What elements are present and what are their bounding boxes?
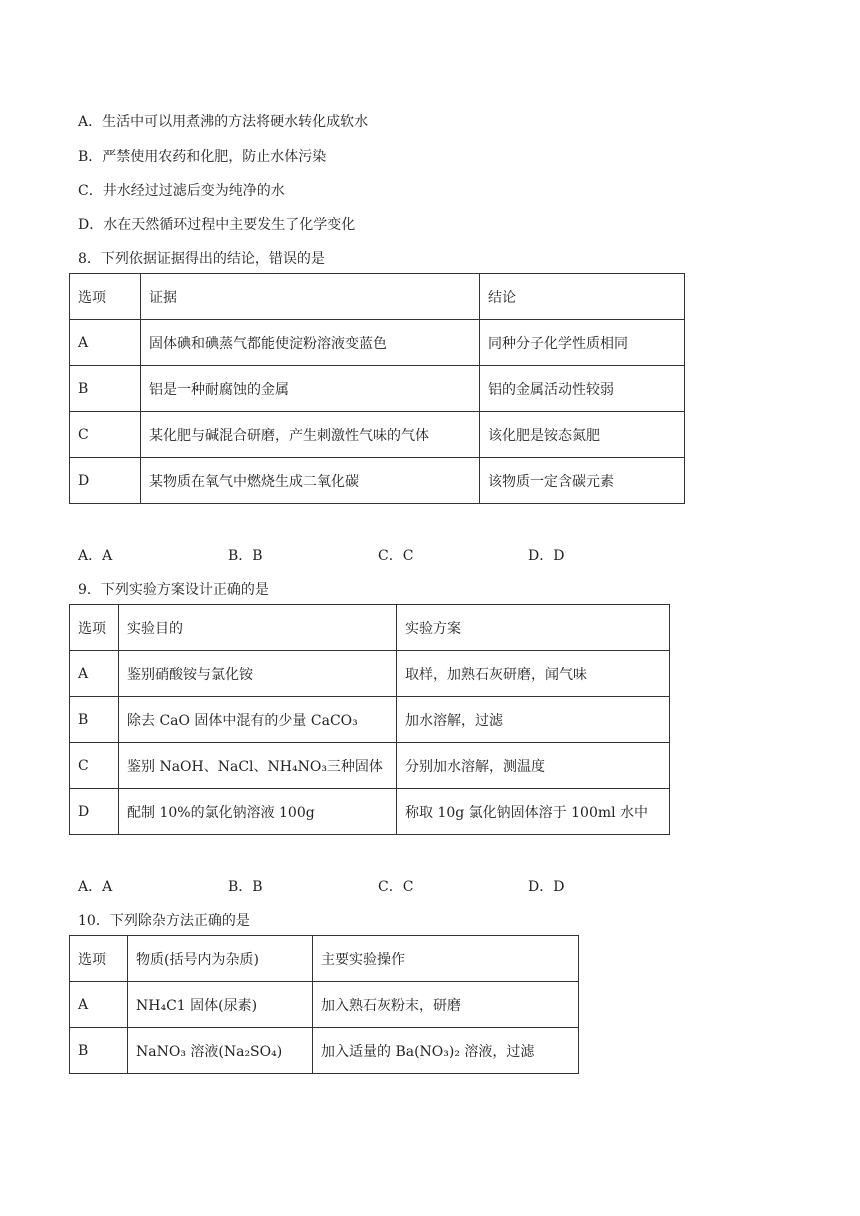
table-cell: 取样，加熟石灰研磨，闻气味 <box>397 651 670 697</box>
q8-stem: 8．下列依据证据得出的结论，错误的是 <box>78 251 325 267</box>
q8-table <box>69 273 685 504</box>
table-header-cell: 证据 <box>141 274 480 320</box>
table-cell: A <box>70 982 128 1028</box>
q7-option-c: C．井水经过过滤后变为纯净的水 <box>78 183 285 199</box>
table-header-cell: 选项 <box>70 936 128 982</box>
q9-choices <box>78 876 678 896</box>
table-header-row <box>70 605 670 651</box>
table-cell: 该物质一定含碳元素 <box>480 458 685 504</box>
table-row <box>70 697 670 743</box>
table-row <box>70 651 670 697</box>
table-row <box>70 1028 579 1074</box>
table-cell: 分别加水溶解，测温度 <box>397 743 670 789</box>
table-header-cell: 选项 <box>70 274 141 320</box>
q7-option-a: A．生活中可以用煮沸的方法将硬水转化成软水 <box>78 114 369 130</box>
choice-c: C．C <box>378 548 414 564</box>
q10-table <box>69 935 579 1074</box>
table-cell: D <box>70 789 119 835</box>
table-header-cell: 物质(括号内为杂质) <box>128 936 313 982</box>
table-row <box>70 743 670 789</box>
table-cell: B <box>70 366 141 412</box>
table-header-cell: 实验目的 <box>119 605 397 651</box>
table-header-cell: 选项 <box>70 605 119 651</box>
table-row <box>70 320 685 366</box>
q9-table <box>69 604 670 835</box>
table-cell: C <box>70 743 119 789</box>
table-cell: 鉴别硝酸铵与氯化铵 <box>119 651 397 697</box>
table-header-cell: 实验方案 <box>397 605 670 651</box>
choice-a: A．A <box>78 879 113 895</box>
table-cell: 铝是一种耐腐蚀的金属 <box>141 366 480 412</box>
table-cell: 铝的金属活动性较弱 <box>480 366 685 412</box>
table-cell: 称取 10g 氯化钠固体溶于 100ml 水中 <box>397 789 670 835</box>
table-cell: NH₄C1 固体(尿素) <box>128 982 313 1028</box>
table-cell: 加水溶解，过滤 <box>397 697 670 743</box>
table-cell: D <box>70 458 141 504</box>
table-header-row <box>70 936 579 982</box>
table-cell: 加入熟石灰粉末，研磨 <box>313 982 579 1028</box>
q9-stem: 9．下列实验方案设计正确的是 <box>78 582 269 598</box>
choice-b: B．B <box>228 879 263 895</box>
q8-choices <box>78 545 678 565</box>
table-cell: 固体碘和碘蒸气都能使淀粉溶液变蓝色 <box>141 320 480 366</box>
q7-option-d: D．水在天然循环过程中主要发生了化学变化 <box>78 217 356 233</box>
table-cell: 配制 10%的氯化钠溶液 100g <box>119 789 397 835</box>
table-header-cell: 主要实验操作 <box>313 936 579 982</box>
table-cell: A <box>70 320 141 366</box>
table-cell: 加入适量的 Ba(NO₃)₂ 溶液，过滤 <box>313 1028 579 1074</box>
choice-b: B．B <box>228 548 263 564</box>
q7-option-b: B．严禁使用农药和化肥，防止水体污染 <box>78 149 327 165</box>
choice-c: C．C <box>378 879 414 895</box>
table-header-cell: 结论 <box>480 274 685 320</box>
table-header-row <box>70 274 685 320</box>
table-cell: C <box>70 412 141 458</box>
table-cell: 同种分子化学性质相同 <box>480 320 685 366</box>
table-row <box>70 789 670 835</box>
choice-d: D．D <box>528 879 565 895</box>
table-cell: B <box>70 697 119 743</box>
q10-stem: 10．下列除杂方法正确的是 <box>78 913 250 929</box>
table-row <box>70 458 685 504</box>
table-cell: 鉴别 NaOH、NaCl、NH₄NO₃三种固体 <box>119 743 397 789</box>
table-cell: 除去 CaO 固体中混有的少量 CaCO₃ <box>119 697 397 743</box>
table-cell: B <box>70 1028 128 1074</box>
table-cell: 某化肥与碱混合研磨，产生刺激性气味的气体 <box>141 412 480 458</box>
choice-a: A．A <box>78 548 113 564</box>
choice-d: D．D <box>528 548 565 564</box>
table-cell: A <box>70 651 119 697</box>
table-row <box>70 366 685 412</box>
table-row <box>70 982 579 1028</box>
table-cell: 该化肥是铵态氮肥 <box>480 412 685 458</box>
table-row <box>70 412 685 458</box>
table-cell: 某物质在氧气中燃烧生成二氧化碳 <box>141 458 480 504</box>
table-cell: NaNO₃ 溶液(Na₂SO₄) <box>128 1028 313 1074</box>
